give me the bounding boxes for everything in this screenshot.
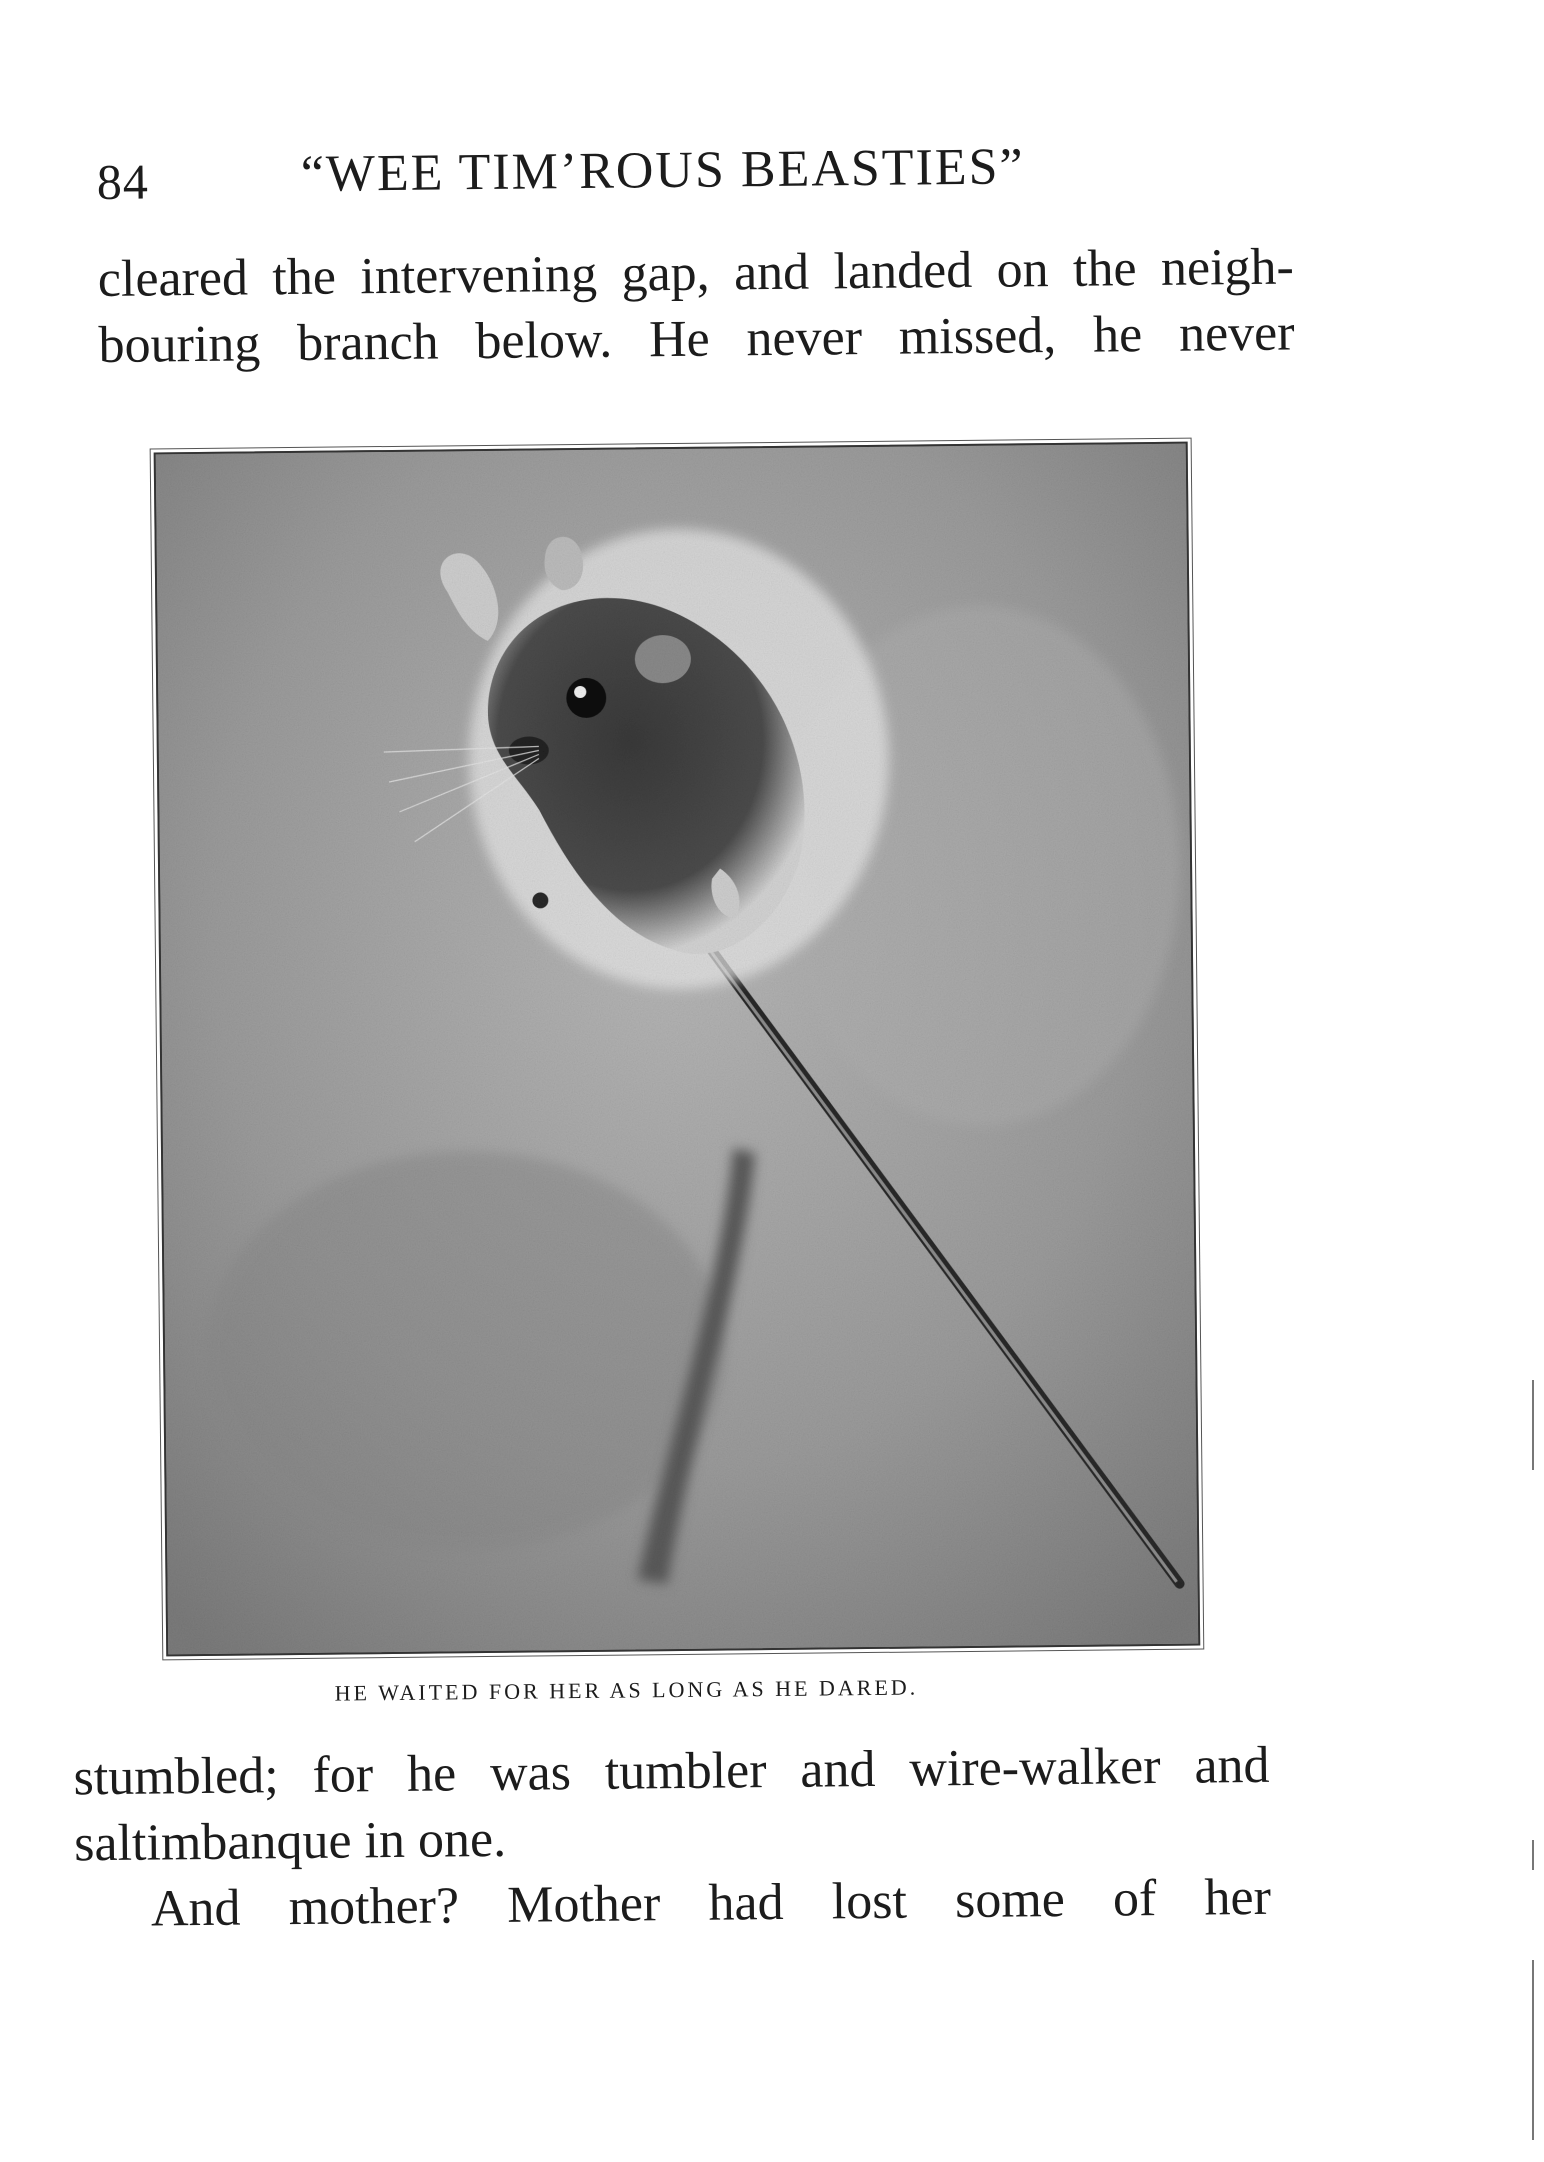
text-line: And mother? Mother had lost some of her (150, 1868, 1272, 1938)
photo-caption: HE WAITED FOR HER AS LONG AS HE DARED. (334, 1674, 919, 1706)
scan-edge-mark (1532, 1840, 1534, 1870)
text-line: saltimbanque in one. (73, 1810, 507, 1873)
text-line: cleared the intervening gap, and landed on the neigh- (97, 238, 1295, 309)
body-text-bottom (73, 1733, 1271, 1944)
page-header (96, 135, 1217, 227)
page-number: 84 (96, 153, 150, 211)
text-line: stumbled; for he was tumbler and wire-walker and (73, 1736, 1270, 1807)
body-text-top (98, 235, 1295, 380)
running-title: “WEE TIM’ROUS BEASTIES” (300, 138, 1025, 203)
scan-edge-mark (1532, 1380, 1534, 1470)
dormouse-photo (156, 444, 1199, 1655)
text-line: bouring branch below. He never missed, he never (98, 304, 1295, 375)
photo-plate (154, 442, 1201, 1657)
scan-edge-mark (1532, 1960, 1534, 2140)
